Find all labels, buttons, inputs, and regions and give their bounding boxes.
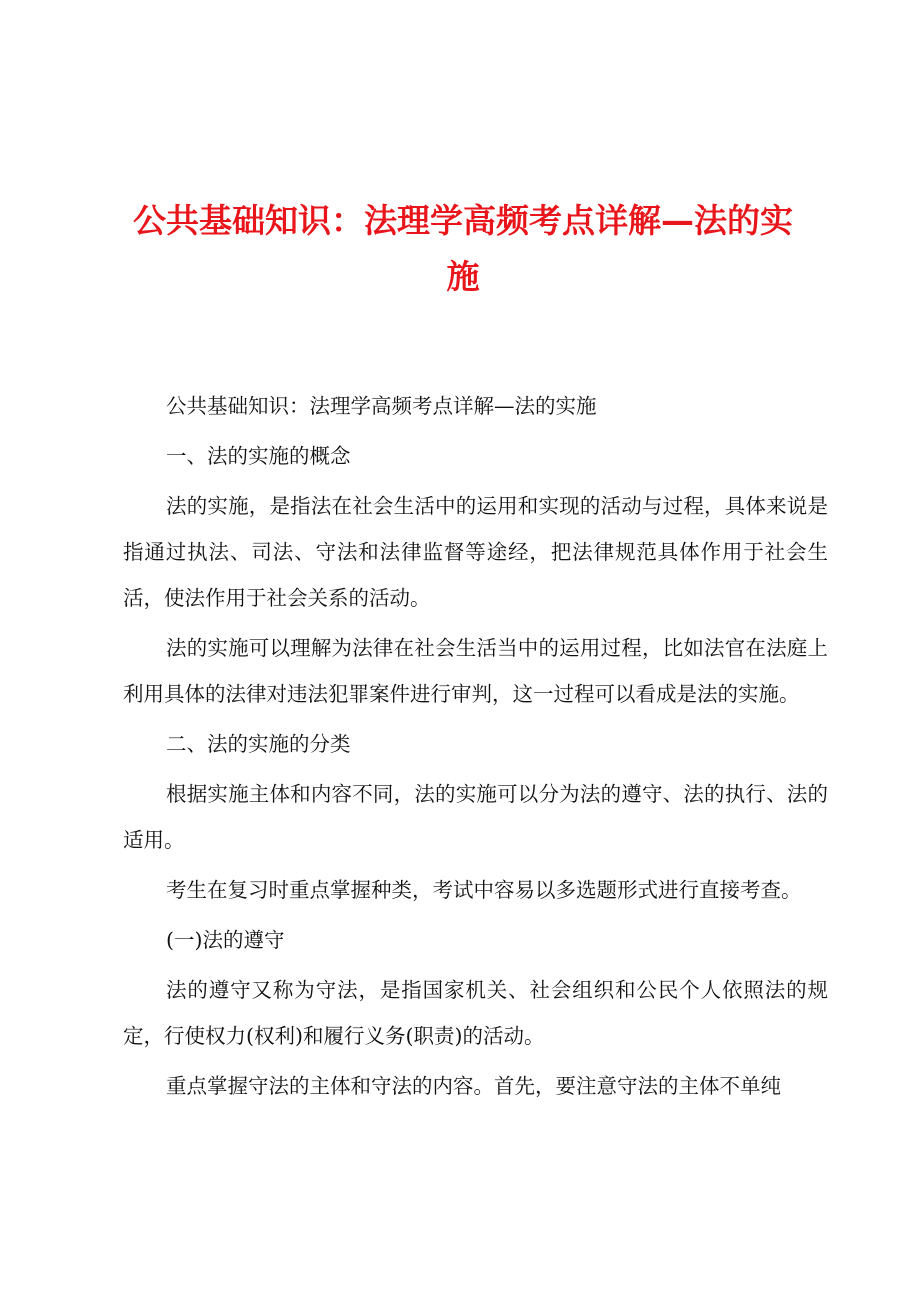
paragraph-subtitle: 公共基础知识：法理学高频考点详解—法的实施	[166, 394, 597, 418]
section-heading-concept: 一、法的实施的概念	[166, 444, 351, 468]
paragraph-compliance-definition: 法的遵守又称为守法，是指国家机关、社会组织和公民个人依照法的规定，行使权力(权利)和履行义务(职责)的活动。	[123, 978, 828, 1048]
paragraph-compliance-focus: 重点掌握守法的主体和守法的内容。首先，要注意守法的主体不单纯	[166, 1074, 781, 1098]
paragraph-definition: 法的实施，是指法在社会生活中的运用和实现的活动与过程，具体来说是指通过执法、司法、守法和法律监督等途经，把法律规范具体作用于社会生活，使法作用于社会关系的活动。	[123, 494, 828, 610]
section-heading-classification: 二、法的实施的分类	[166, 732, 351, 756]
document-body	[123, 383, 828, 1109]
document-title: 公共基础知识：法理学高频考点详解—法的实施	[133, 201, 793, 296]
paragraph-explanation: 法的实施可以理解为法律在社会生活当中的运用过程，比如法官在法庭上利用具体的法律对违法犯罪案件进行审判，这一过程可以看成是法的实施。	[123, 636, 828, 706]
paragraph-exam-tip: 考生在复习时重点掌握种类，考试中容易以多选题形式进行直接考查。	[166, 878, 802, 902]
subsection-heading-compliance: (一)法的遵守	[166, 928, 285, 952]
paragraph-classification: 根据实施主体和内容不同，法的实施可以分为法的遵守、法的执行、法的适用。	[123, 782, 828, 852]
